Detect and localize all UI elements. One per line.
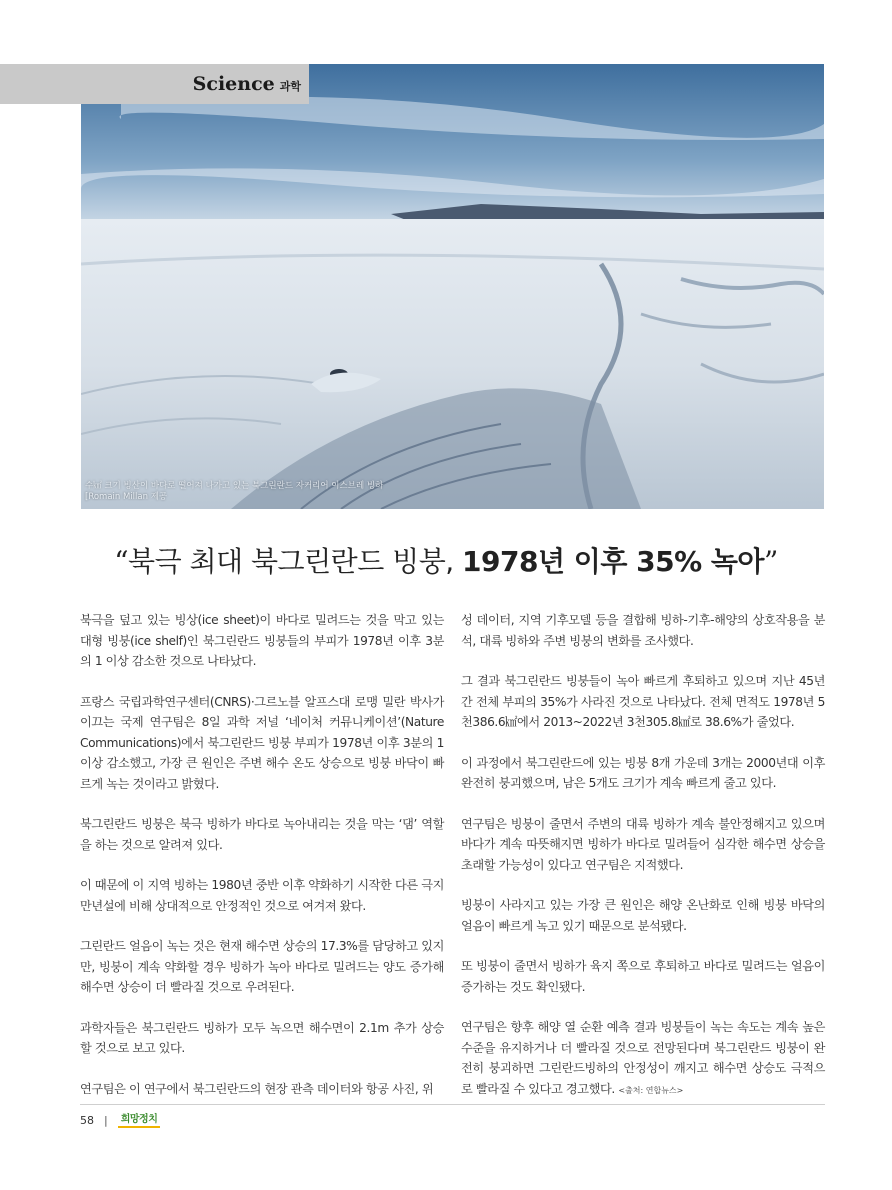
page-footer <box>80 1113 160 1128</box>
headline-bold-text: 1978년 이후 35% 녹아 <box>462 545 764 578</box>
paragraph: 그린란드 얼음이 녹는 것은 현재 해수면 상승의 17.3%를 담당하고 있지만, 빙붕이 계속 약화할 경우 빙하가 녹아 바다로 밀려드는 양도 증가해 해수면 상승이 더 빨라질 것으로 우려된다. <box>80 939 444 994</box>
paragraph: 북그린란드 빙붕은 북극 빙하가 바다로 녹아내리는 것을 막는 ‘댐’ 역할을 하는 것으로 알려져 있다. <box>80 817 444 852</box>
paragraph-text: 연구팀은 향후 해양 열 순환 예측 결과 빙붕들이 녹는 속도는 계속 높은 수준을 유지하거나 더 빨라질 것으로 전망된다며 북그린란드 빙붕이 완전히 붕괴하면 그린란드빙하의 안정성이 깨지고 해수면 상승도 극적으로 빨라질 수 있다고 경고했다. <box>461 1020 825 1096</box>
footer-separator: | <box>104 1114 108 1127</box>
paragraph: 이 과정에서 북그린란드에 있는 빙붕 8개 가운데 3개는 2000년대 이후 완전히 붕괴했으며, 남은 5개도 크기가 계속 빠르게 줄고 있다. <box>461 755 825 790</box>
last-paragraph <box>461 1017 825 1101</box>
section-label-ko: 과학 <box>279 80 301 93</box>
photo-caption-line-1: 수㎢ 크기 빙산이 바다로 떨어져 나가고 있는 북그린란드 자커리어 이스브레 빙하 <box>85 481 384 491</box>
article-headline <box>0 540 892 580</box>
glacier-photo <box>81 64 824 509</box>
section-label-en: Science <box>192 73 275 95</box>
headline-close-quote: ” <box>763 545 778 578</box>
source-note: <출처: 연합뉴스> <box>618 1085 684 1095</box>
article-column-right <box>461 610 825 1121</box>
paragraph: 프랑스 국립과학연구센터(CNRS)·그르노블 알프스대 로맹 밀란 박사가 이끄는 국제 연구팀은 8일 과학 저널 ‘네이처 커뮤니케이션’(Nature Communications)에서 북그린란드 빙붕 부피가 1978년 이후 3분의 1 이상 감소했고, 가장 큰 원인은 주변 해수 온도 상승으로 빙붕 바닥이 빠르게 녹는 것이라고 밝혔다. <box>80 694 444 791</box>
article-column-left <box>80 610 444 1119</box>
paragraph: 북극을 덮고 있는 빙상(ice sheet)이 바다로 밀려드는 것을 막고 있는 대형 빙붕(ice shelf)인 북그린란드 빙붕들의 부피가 1978년 이후 3분의 1 이상 감소한 것으로 나타났다. <box>80 613 444 668</box>
paragraph: 그 결과 북그린란드 빙붕들이 녹아 빠르게 후퇴하고 있으며 지난 45년간 전체 부피의 35%가 사라진 것으로 나타났다. 전체 면적도 1978년 5천386.6㎢에서 2013~2022년 3천305.8㎢로 38.6%가 줄었다. <box>461 674 825 729</box>
page-number: 58 <box>80 1114 94 1127</box>
glacier-illustration <box>81 64 824 509</box>
headline-open-quote: “ <box>114 545 129 578</box>
headline-light-text: 북극 최대 북그린란드 빙붕, <box>128 545 463 578</box>
paragraph: 과학자들은 북그린란드 빙하가 모두 녹으면 해수면이 2.1m 추가 상승할 것으로 보고 있다. <box>80 1020 444 1055</box>
paragraph: 빙붕이 사라지고 있는 가장 큰 원인은 해양 온난화로 인해 빙붕 바닥의 얼음이 빠르게 녹고 있기 때문으로 분석됐다. <box>461 898 825 933</box>
paragraph: 이 때문에 이 지역 빙하는 1980년 중반 이후 약화하기 시작한 다른 극지 만년설에 비해 상대적으로 안정적인 것으로 여겨져 왔다. <box>80 878 444 913</box>
paragraph: 또 빙붕이 줄면서 빙하가 육지 쪽으로 후퇴하고 바다로 밀려드는 얼음이 증가하는 것도 확인됐다. <box>461 959 825 994</box>
paragraph: 성 데이터, 지역 기후모델 등을 결합해 빙하-기후-해양의 상호작용을 분석, 대륙 빙하와 주변 빙붕의 변화를 조사했다. <box>461 613 825 648</box>
footer-divider <box>80 1104 825 1105</box>
paragraph: 연구팀은 이 연구에서 북그린란드의 현장 관측 데이터와 항공 사진, 위 <box>80 1081 434 1096</box>
section-tab <box>0 64 309 104</box>
photo-caption-line-2: [Romain Millan 제공 <box>85 492 168 502</box>
magazine-logo: 희망정치 <box>118 1113 161 1128</box>
paragraph: 연구팀은 빙붕이 줄면서 주변의 대륙 빙하가 계속 불안정해지고 있으며 바다가 계속 따뜻해지면 빙하가 바다로 밀려들어 심각한 해수면 상승을 초래할 가능성이 있다고 연구팀은 지적했다. <box>461 816 825 872</box>
photo-caption <box>85 481 383 503</box>
